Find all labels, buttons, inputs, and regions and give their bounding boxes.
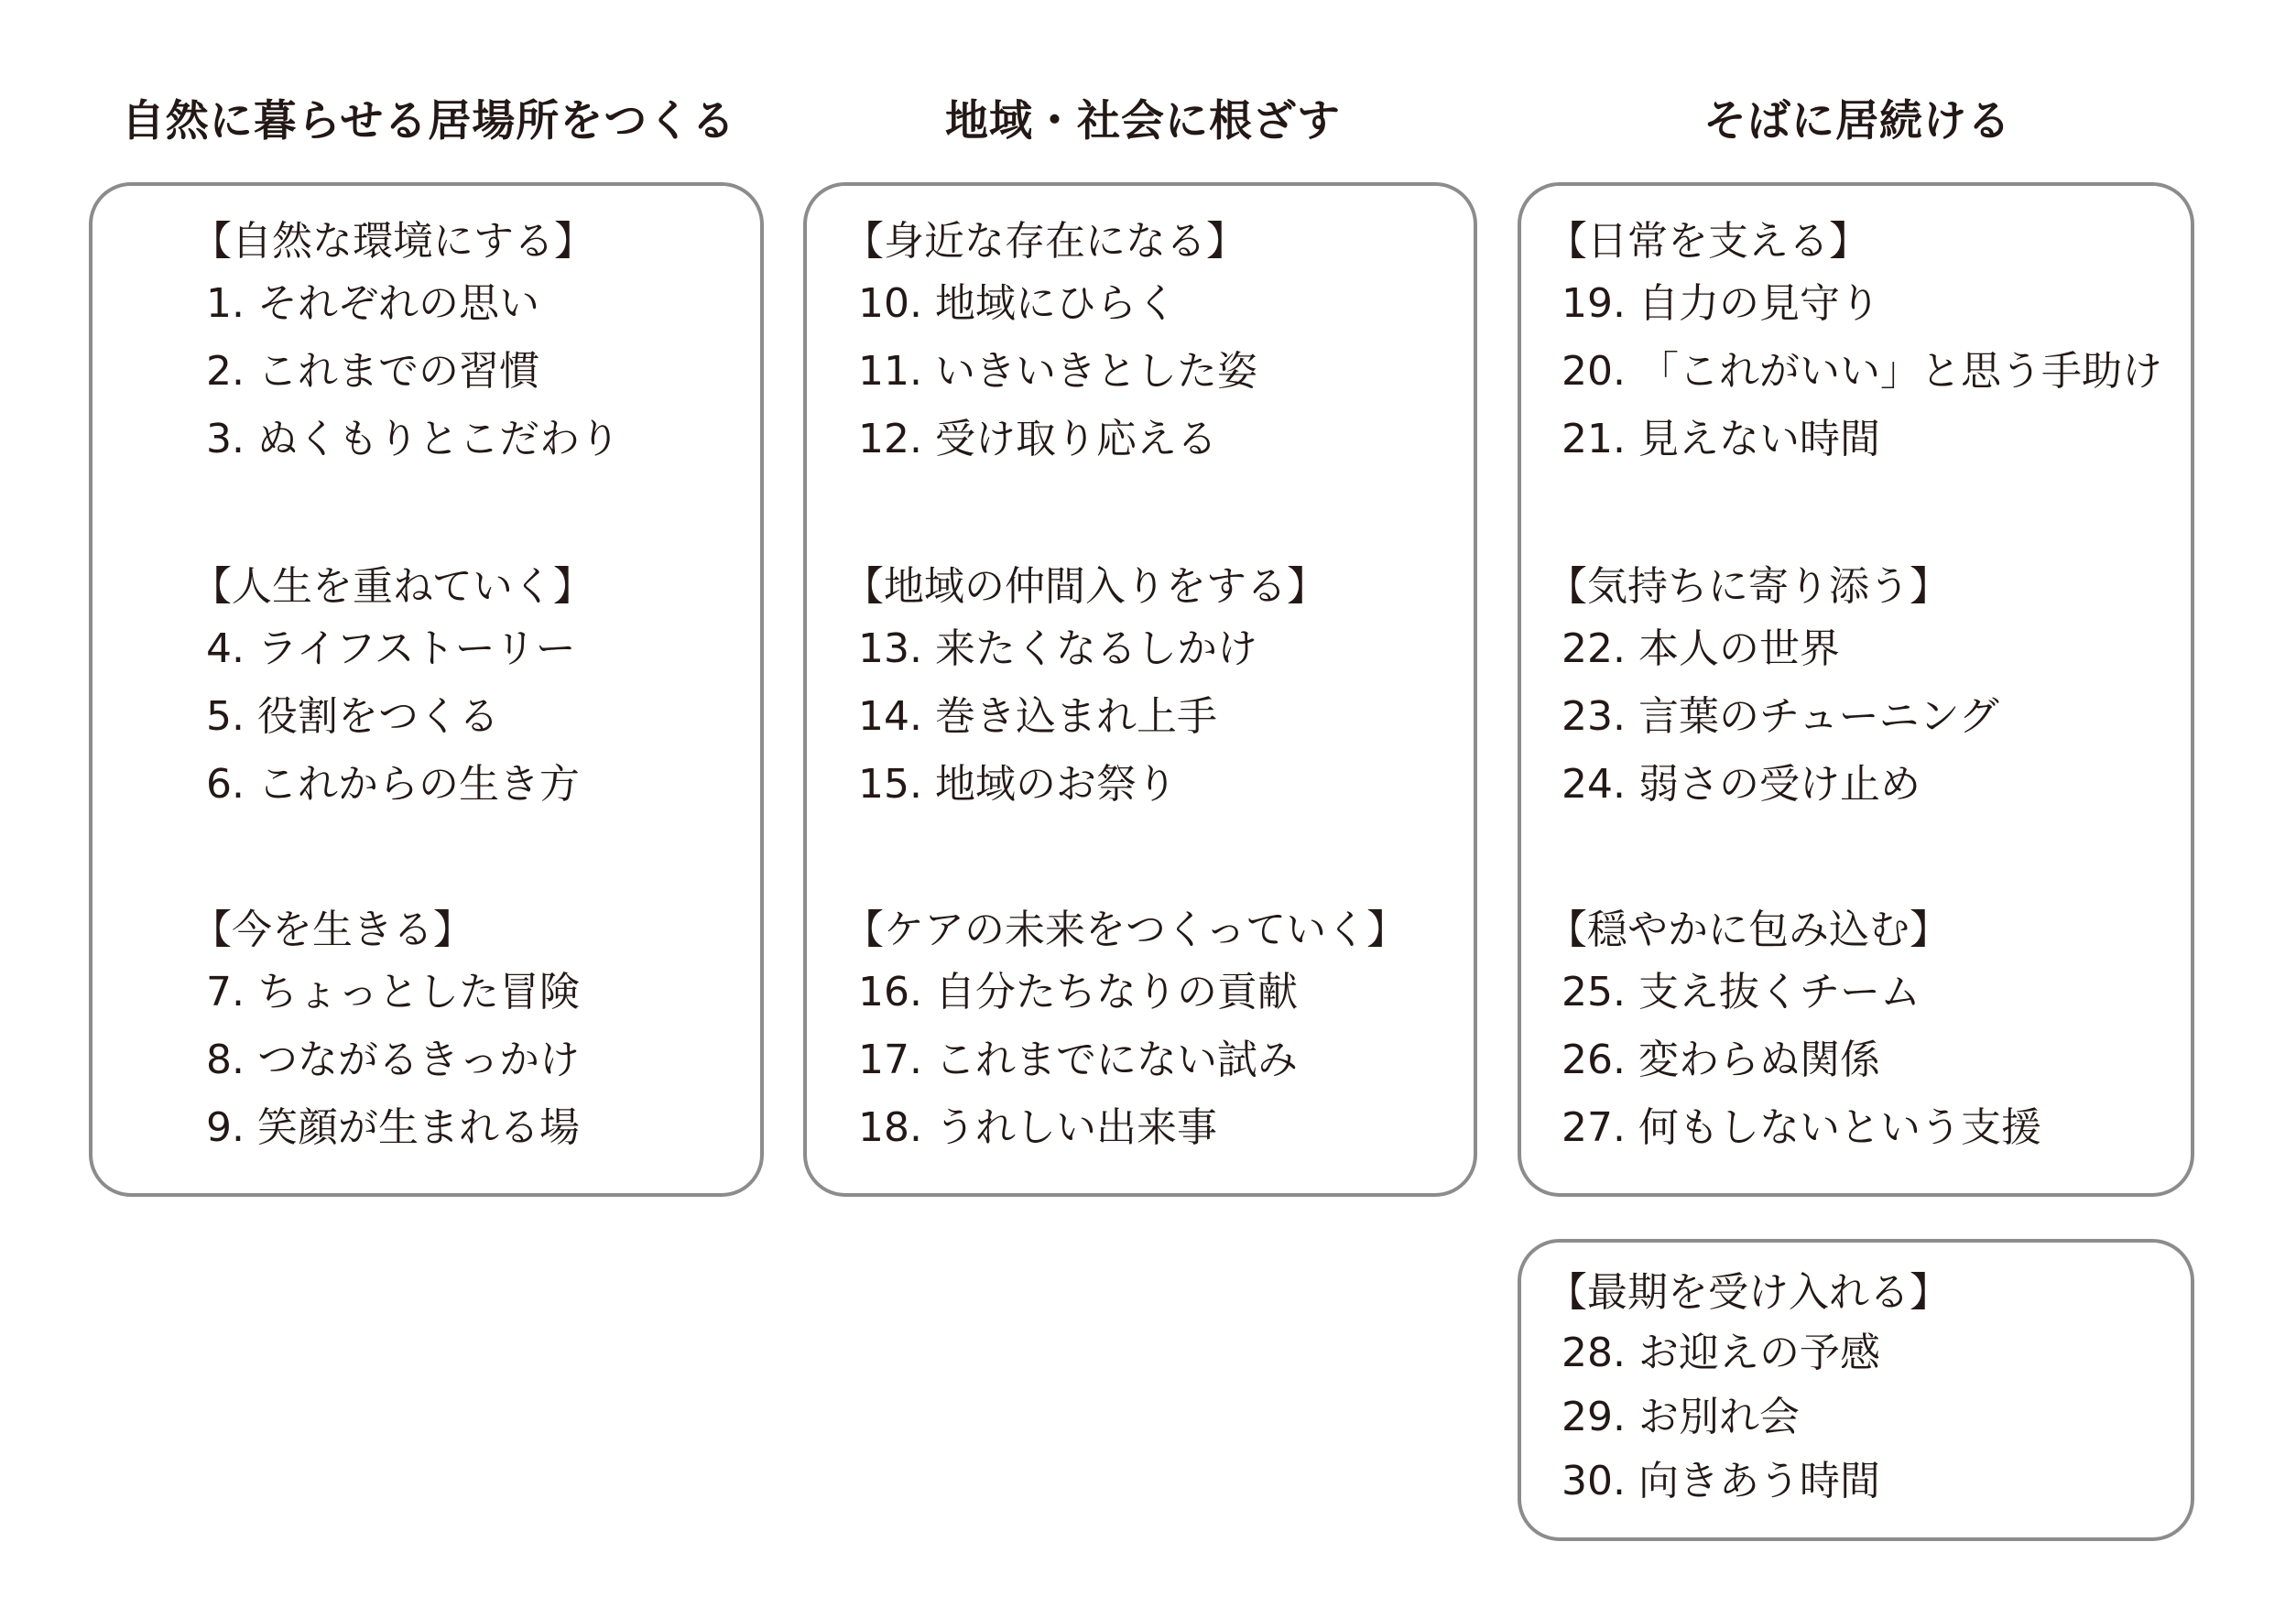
group-1-1	[191, 213, 620, 473]
list-item: 4. ライフストーリー	[206, 625, 576, 672]
list-item: 22. 本人の世界	[1561, 625, 1840, 672]
group-2-3	[843, 902, 1408, 1162]
group-heading: 【気持ちに寄り添う】	[1547, 563, 1950, 610]
list-item: 14. 巻き込まれ上手	[858, 693, 1217, 740]
list-item: 12. 受け取り応える	[858, 416, 1217, 462]
list-item: 17. これまでにない試み	[858, 1037, 1298, 1083]
list-item: 19. 自力の見守り	[1561, 280, 1880, 327]
group-extra	[1547, 1265, 1950, 1514]
column-title-3: そばに居続ける	[1703, 96, 2011, 147]
extra-box	[1518, 1239, 2194, 1541]
group-heading: 【穏やかに包み込む】	[1547, 907, 1950, 953]
group-3-2	[1547, 559, 1999, 819]
group-1-3	[191, 902, 580, 1162]
list-item: 21. 見えない時間	[1561, 416, 1880, 462]
group-heading: 【今を生きる】	[191, 907, 473, 953]
group-3-1	[1547, 213, 2162, 473]
group-heading: 【身近な存在になる】	[843, 218, 1246, 265]
column-box-1	[89, 182, 764, 1197]
list-item: 15. 地域のお祭り	[858, 761, 1177, 808]
list-item: 30. 向きあう時間	[1561, 1458, 1880, 1504]
list-item: 2. これまでの習慣	[206, 348, 539, 395]
list-item: 6. これからの生き方	[206, 761, 580, 808]
group-heading: 【自然な環境にする】	[191, 218, 594, 265]
list-item: 28. お迎えの予感	[1561, 1330, 1880, 1376]
list-item: 29. お別れ会	[1561, 1394, 1800, 1440]
list-item: 13. 来たくなるしかけ	[858, 625, 1257, 672]
list-item: 23. 言葉のチューニング	[1561, 693, 1999, 740]
column-box-3	[1518, 182, 2194, 1197]
group-heading: 【ケアの未来をつくっていく】	[843, 907, 1408, 953]
list-item: 11. いきいきとした姿	[858, 348, 1257, 395]
group-2-1	[843, 213, 1257, 473]
list-item: 5. 役割をつくる	[206, 693, 499, 740]
group-heading: 【日常を支える】	[1547, 218, 1869, 265]
list-item: 26. 変わらぬ関係	[1561, 1037, 1880, 1083]
column-box-2	[803, 182, 1477, 1197]
group-1-2	[191, 559, 593, 819]
list-item: 16. 自分たちなりの貢献	[858, 969, 1298, 1015]
group-3-3	[1547, 902, 2041, 1162]
group-heading: 【人生を重ねていく】	[191, 563, 593, 610]
list-item: 20. 「これがいい」と思う手助け	[1561, 348, 2162, 395]
column-title-2: 地域・社会に根ざす	[945, 96, 1341, 147]
list-item: 7. ちょっとした冒険	[206, 969, 580, 1015]
group-heading: 【最期を受け入れる】	[1547, 1269, 1950, 1316]
column-title-1: 自然に暮らせる居場所をつくる	[121, 96, 736, 147]
list-item: 8. つながるきっかけ	[206, 1037, 580, 1083]
group-heading: 【地域の仲間入りをする】	[843, 563, 1327, 610]
group-2-2	[843, 559, 1327, 819]
list-item: 25. 支え抜くチーム	[1561, 969, 1921, 1015]
list-item: 9. 笑顔が生まれる場	[206, 1104, 580, 1151]
list-item: 1. それぞれの思い	[206, 280, 539, 327]
list-item: 27. 何もしないという支援	[1561, 1104, 2041, 1151]
list-item: 10. 地域にひらく	[858, 280, 1177, 327]
list-item: 3. ぬくもりとこだわり	[206, 416, 620, 462]
list-item: 18. うれしい出来事	[858, 1104, 1217, 1151]
list-item: 24. 弱さの受け止め	[1561, 761, 1921, 808]
